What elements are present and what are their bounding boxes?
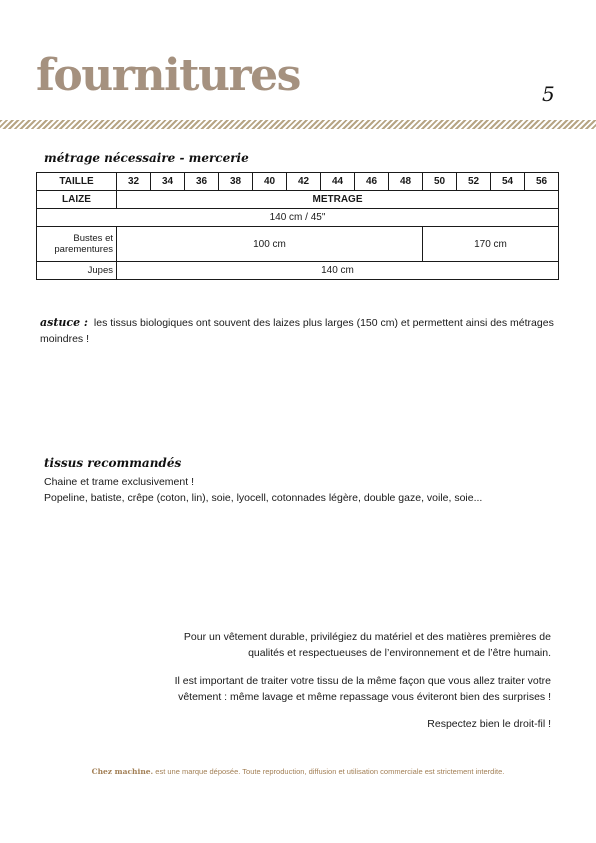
- tissus-line-1: Chaine et trame exclusivement !: [44, 476, 194, 488]
- tissus-body: [44, 474, 564, 507]
- size-cell: 44: [321, 173, 355, 191]
- advice-block: [81, 629, 551, 743]
- table-row-laize: [37, 191, 559, 209]
- size-cell: 38: [219, 173, 253, 191]
- jupes-value: 140 cm: [117, 262, 559, 280]
- size-cell: 40: [253, 173, 287, 191]
- advice-paragraph-droit-fil: Respectez bien le droit-fil !: [427, 718, 551, 731]
- size-cell: 36: [185, 173, 219, 191]
- bustes-label: Bustes et parementures: [37, 227, 117, 262]
- size-cell: 48: [389, 173, 423, 191]
- page-number: 5: [542, 82, 555, 106]
- taille-label: TAILLE: [37, 173, 117, 191]
- tissus-line-2: Popeline, batiste, crêpe (coton, lin), soie, lyocell, cotonnades légère, double gaze, voile, soie...: [44, 492, 483, 505]
- astuce-label: astuce :: [40, 316, 88, 329]
- table-row-sizes: [37, 173, 559, 191]
- metrage-heading: métrage nécessaire - mercerie: [44, 151, 249, 165]
- decorative-stripe-divider: [0, 120, 596, 129]
- fabric-width-cell: 140 cm / 45": [37, 209, 559, 227]
- size-cell: 56: [525, 173, 559, 191]
- advice-line: Il est important de traiter votre tissu de la même façon que vous allez traiter votre: [174, 674, 551, 687]
- bustes-value-large: 170 cm: [423, 227, 559, 262]
- size-cell: 54: [491, 173, 525, 191]
- table-row-fabric-width: [37, 209, 559, 227]
- size-cell: 46: [355, 173, 389, 191]
- table-row-bustes: [37, 227, 559, 262]
- laize-label: LAIZE: [37, 191, 117, 209]
- size-cell: 42: [287, 173, 321, 191]
- footer-text: est une marque déposée. Toute reproduction, diffusion et utilisation commerciale est strictement interdite.: [155, 767, 505, 776]
- advice-line: qualités et respectueuses de l’environnement et de l’être humain.: [248, 647, 551, 660]
- page-title: fournitures: [36, 50, 300, 101]
- size-cell: 50: [423, 173, 457, 191]
- astuce-text: les tissus biologiques ont souvent des laizes plus larges (150 cm) et permettent ainsi des métrages moindres !: [40, 317, 554, 346]
- size-cell: 34: [151, 173, 185, 191]
- advice-paragraph-durable: [81, 629, 551, 662]
- footer-brand: Chez machine.: [91, 767, 154, 776]
- size-metrage-table: [36, 172, 559, 280]
- footer-copyright: [0, 767, 596, 776]
- advice-line: vêtement : même lavage et même repassage vous éviteront bien des surprises !: [178, 690, 551, 703]
- tissus-heading: tissus recommandés: [44, 456, 182, 470]
- astuce-tip: [40, 314, 560, 348]
- advice-line: Pour un vêtement durable, privilégiez du matériel et des matières premières de: [183, 631, 551, 643]
- metrage-label: METRAGE: [117, 191, 559, 209]
- advice-paragraph-lavage: [81, 673, 551, 706]
- bustes-value-small: 100 cm: [117, 227, 423, 262]
- size-cell: 32: [117, 173, 151, 191]
- size-cell: 52: [457, 173, 491, 191]
- jupes-label: Jupes: [37, 262, 117, 280]
- table-row-jupes: [37, 262, 559, 280]
